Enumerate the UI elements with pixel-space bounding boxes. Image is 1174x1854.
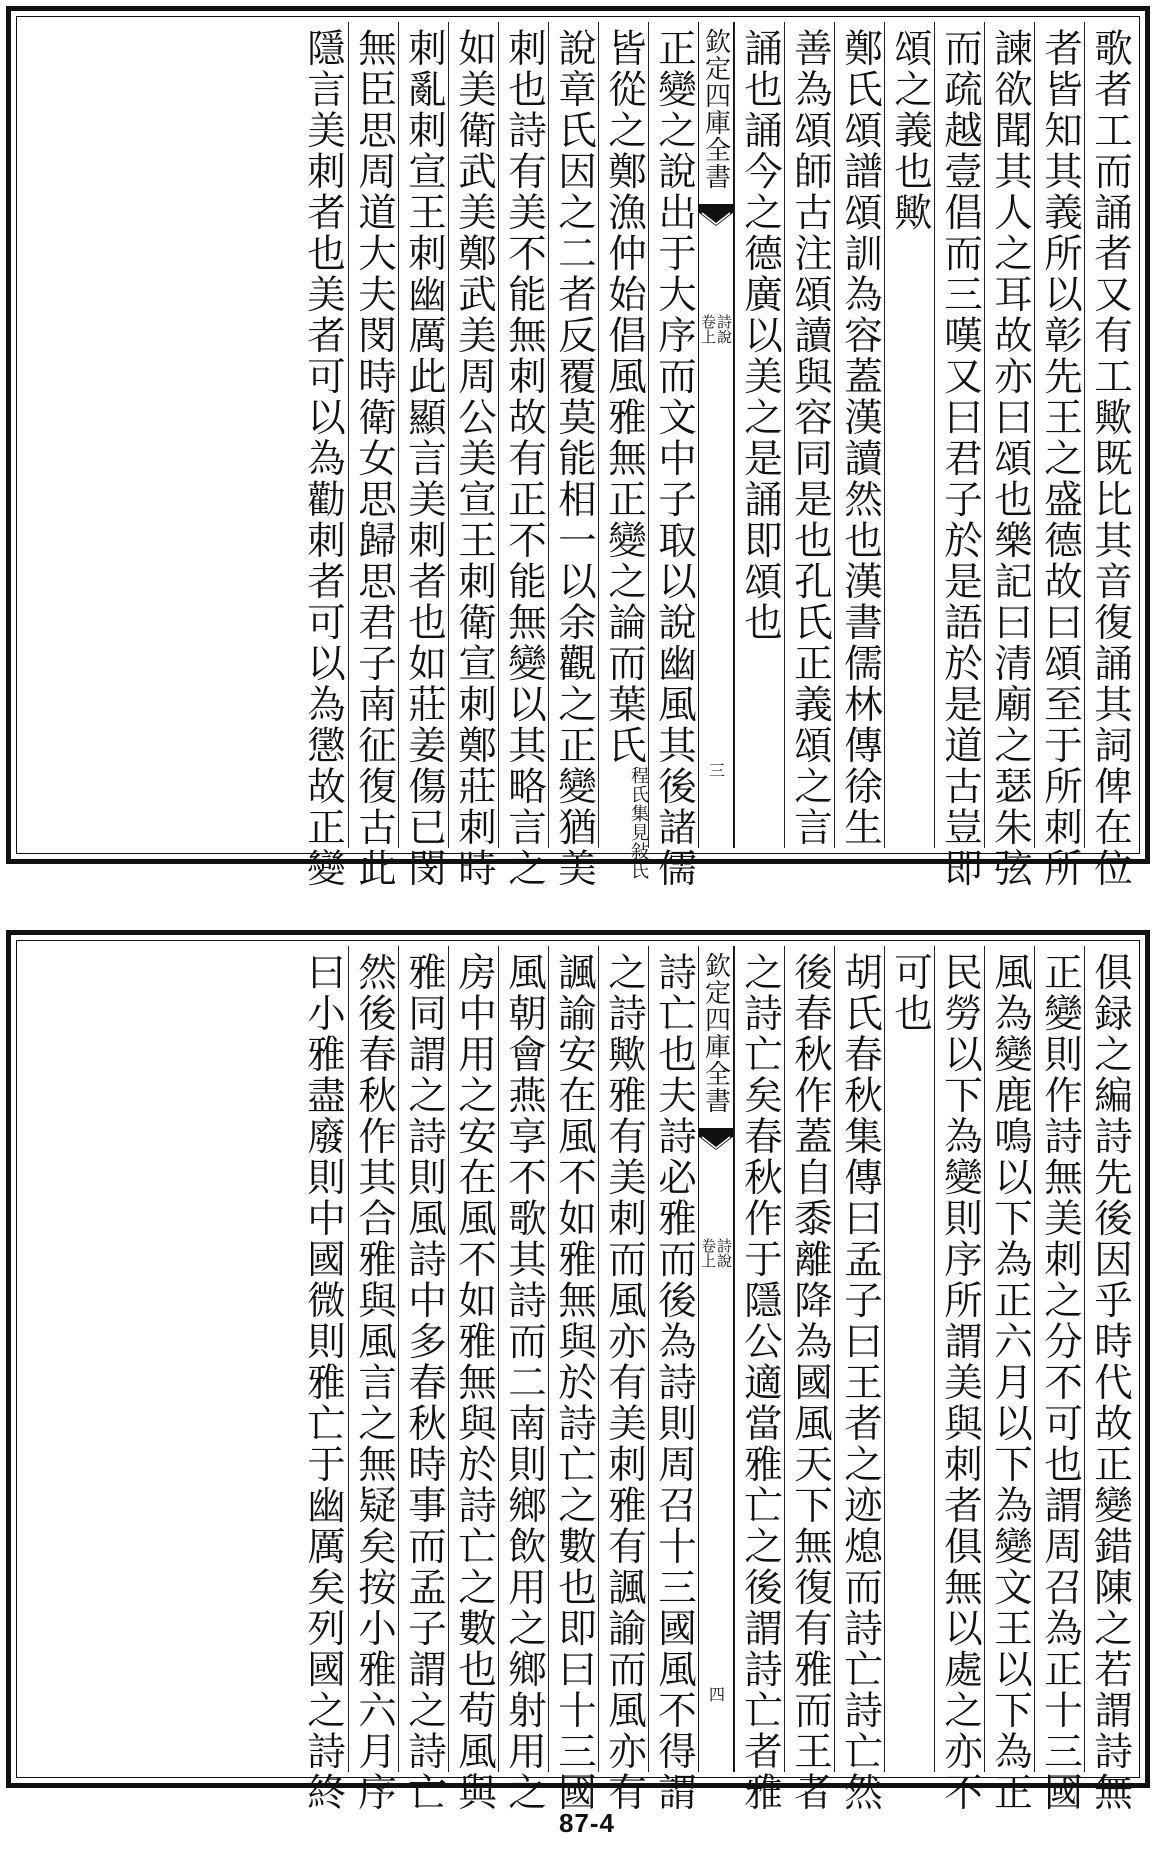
column-text: 之詩亡矣春秋作于隱公適當雅亡之後謂詩亡者雅 [738, 952, 783, 1813]
center-gutter [698, 946, 734, 1772]
volume-line: 卷上 [699, 1238, 717, 1268]
column-text: 然後春秋作其合雅與風言之無疑矣按小雅六月序 [352, 952, 397, 1813]
column-text: 刺亂刺宣王刺幽厲此顯言美刺者也如莊姜傷已閔 [402, 28, 447, 889]
column-text: 隱言美刺者也美者可以為勸刺者可以為懲故正變 [301, 28, 346, 889]
text-column [884, 22, 934, 848]
column-text: 說章氏因之二者反覆莫能相一以余觀之正變猶美 [552, 28, 597, 889]
column-text: 者皆知其義所以彰先王之盛德故曰頌至于所刺所 [1038, 28, 1083, 889]
text-column [398, 22, 448, 889]
column-text: 風為變鹿鳴以下為正六月以下為變文王以下為正 [988, 952, 1033, 1813]
column-text: 雅同謂之詩則風詩中多春秋時事而孟子謂之詩亡 [402, 952, 447, 1813]
text-column [448, 946, 498, 1813]
bottom-page-columns [22, 946, 1134, 1813]
column-text: 房中用之安在風不如雅無與於詩亡之數也苟風與 [452, 952, 497, 1813]
volume-line: 詩說 [715, 1238, 733, 1268]
text-column [1034, 946, 1084, 1813]
volume-label [700, 1238, 732, 1268]
column-text: 善為頌師古注頌讀與容同是也孔氏正義頌之言 [788, 28, 833, 848]
column-text [599, 22, 649, 880]
text-column [834, 946, 884, 1813]
column-text: 無臣思周道大夫閔時衛女思歸思君子南征復古此 [352, 28, 397, 889]
book-title: 欽定四庫全書 [700, 28, 731, 190]
volume-line: 卷上 [699, 314, 717, 344]
text-column [298, 22, 348, 889]
text-column [784, 946, 834, 1813]
column-text: 誦也誦今之德廣以美之是誦即頌也 [738, 28, 783, 643]
column-text: 之詩歟雅有美刺而風亦有美刺雅有諷諭而風亦有 [602, 952, 647, 1813]
text-column [348, 946, 398, 1813]
column-text: 鄭氏頌譜頌訓為容蓋漢讀然也漢書儒林傳徐生 [838, 28, 883, 848]
column-text: 民勞以下為變則序所謂美與刺者俱無以處之亦不 [938, 952, 983, 1813]
column-text: 俱録之編詩先後因乎時代故正變錯陳之若謂詩無 [1088, 952, 1133, 1813]
gutter-page-number: 三 [706, 762, 726, 778]
column-text: 風朝會燕享不歌其詩而二南則鄉飲用之鄉射用之 [502, 952, 547, 1813]
column-text: 詩亡也夫詩必雅而後為詩則周召十三國風不得謂 [652, 952, 697, 1813]
text-column [598, 946, 648, 1813]
text-column [648, 22, 698, 889]
column-text: 刺也詩有美不能無刺故有正不能無變以其略言之 [502, 28, 547, 889]
text-column [298, 946, 348, 1813]
column-text: 胡氏春秋集傳曰孟子曰王者之迹熄而詩亡詩亡然 [838, 952, 883, 1813]
column-text: 正變之說出于大序而文中子取以說幽風其後諸儒 [652, 28, 697, 889]
text-column [884, 946, 934, 1772]
text-column [498, 22, 548, 889]
gutter-page-number: 四 [706, 1686, 726, 1702]
column-main-text: 皆從之鄭漁仲始倡風雅無正變之論而葉氏 [602, 28, 647, 766]
column-text: 諷諭安在風不如雅無與於詩亡之數也即曰十三國 [552, 952, 597, 1813]
text-column [398, 946, 448, 1813]
text-column [548, 22, 598, 889]
top-page [6, 6, 1150, 889]
text-column [934, 22, 984, 889]
text-column [784, 22, 834, 848]
note-line: 程氏集 [628, 766, 649, 823]
text-column [1084, 946, 1134, 1813]
text-column [1034, 22, 1084, 889]
column-text: 而疏越壹倡而三嘆又曰君子於是語於是道古豈即 [938, 28, 983, 889]
volume-label [700, 314, 732, 344]
column-text: 歌者工而誦者又有工歟既比其音復誦其詞俾在位 [1088, 28, 1133, 889]
column-text: 後春秋作蓋自黍離降為國風天下無復有雅而王者 [788, 952, 833, 1813]
interlinear-note [627, 766, 649, 880]
column-text: 正變則作詩無美刺之分不可也謂周召為正十三國 [1038, 952, 1083, 1813]
text-column [1084, 22, 1134, 889]
top-page-columns [22, 22, 1134, 889]
text-column [984, 946, 1034, 1813]
column-text: 如美衛武美鄭武美周公美宣王刺衛宣刺鄭莊刺時 [452, 28, 497, 889]
note-line: 見敍氏 [628, 823, 649, 880]
text-column [834, 22, 884, 848]
text-column [598, 22, 649, 880]
column-text: 可也 [888, 952, 933, 1034]
text-column [734, 946, 784, 1813]
column-text: 曰小雅盡廢則中國微則雅亡于幽厲矣列國之詩終 [301, 952, 346, 1813]
center-gutter [698, 22, 734, 848]
text-column [498, 946, 548, 1813]
text-column [648, 946, 698, 1813]
page-footer-number: 87-4 [558, 1808, 616, 1838]
text-column [448, 22, 498, 889]
fishtail-mark-icon [698, 202, 734, 232]
volume-line: 詩說 [715, 314, 733, 344]
column-text: 諫欲聞其人之耳故亦曰頌也樂記曰清廟之瑟朱弦 [988, 28, 1033, 889]
text-column [934, 946, 984, 1813]
book-title: 欽定四庫全書 [700, 952, 731, 1114]
text-column [734, 22, 784, 848]
text-column [348, 22, 398, 889]
text-column [548, 946, 598, 1813]
bottom-page [6, 930, 1150, 1813]
column-text: 頌之義也歟 [888, 28, 933, 233]
text-column [984, 22, 1034, 889]
fishtail-mark-icon [698, 1126, 734, 1156]
